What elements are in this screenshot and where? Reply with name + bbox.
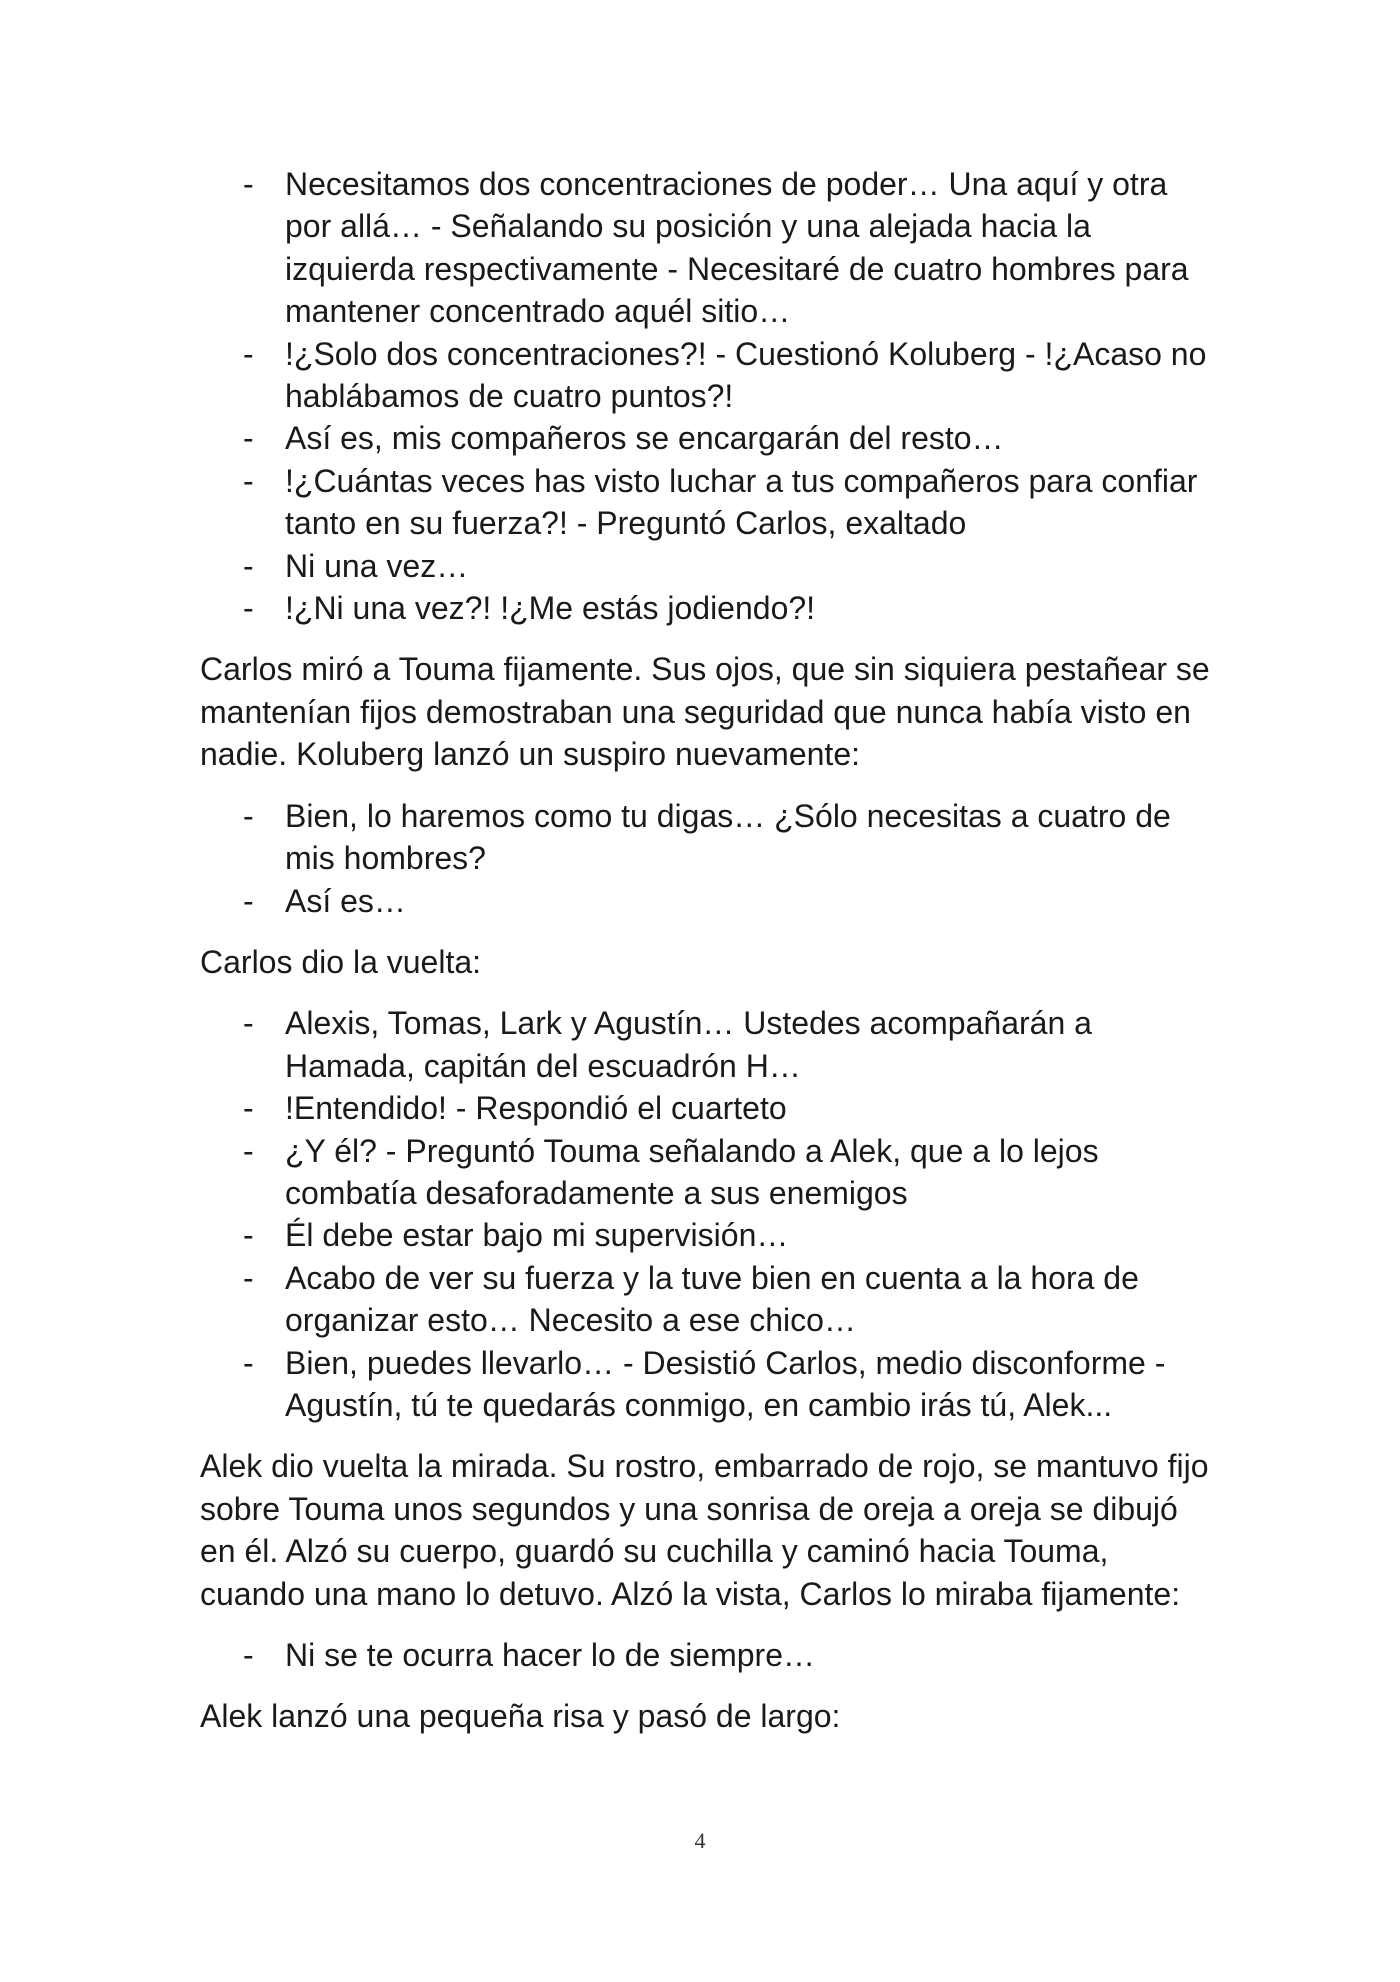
dialogue-text: !¿Cuántas veces has visto luchar a tus compañeros para confiar tanto en su fuerza?! - Preguntó Carlos, exaltado	[285, 462, 1198, 542]
dialogue-text: Necesitamos dos concentraciones de poder… Una aquí y otra por allá… - Señalando su posición y una alejada hacia la izquierda respectivamente - Necesitaré de cuatro hombres para mantener concentrado aquél sitio…	[285, 166, 1189, 330]
dialogue-list	[200, 163, 1210, 629]
narrative-paragraph: Carlos dio la vuelta:	[200, 943, 482, 980]
narrative-paragraph: Carlos miró a Touma fijamente. Sus ojos, que sin siquiera pestañear se mantenían fijos demostraban una seguridad que nunca había visto en nadie. Koluberg lanzó un suspiro nuevamente:	[200, 651, 1210, 773]
dialogue-text: !¿Ni una vez?! !¿Me estás jodiendo?!	[285, 590, 816, 627]
dialogue-dash: -	[243, 166, 254, 202]
dialogue-list	[200, 1002, 1210, 1426]
dialogue-line	[200, 417, 1210, 459]
narrative-paragraph: Alek lanzó una pequeña risa y pasó de largo:	[200, 1698, 841, 1735]
dialogue-line	[200, 460, 1210, 545]
dialogue-text: Alexis, Tomas, Lark y Agustín… Ustedes acompañarán a Hamada, capitán del escuadrón H…	[285, 1005, 1092, 1084]
dialogue-dash: -	[243, 1217, 254, 1254]
dialogue-text: !¿Solo dos concentraciones?! - Cuestionó Koluberg - !¿Acaso no hablábamos de cuatro puntos?!	[285, 335, 1207, 415]
dialogue-dash: -	[243, 1132, 254, 1169]
dialogue-text: Así es, mis compañeros se encargarán del resto…	[285, 420, 1004, 457]
dialogue-text: Acabo de ver su fuerza y la tuve bien en cuenta a la hora de organizar esto… Necesito a ese chico…	[285, 1259, 1139, 1339]
dialogue-dash: -	[243, 882, 254, 919]
page-number: 4	[694, 1828, 706, 1853]
dialogue-dash: -	[243, 1090, 254, 1127]
dialogue-line	[200, 333, 1210, 418]
dialogue-line	[200, 795, 1210, 880]
dialogue-line	[200, 1257, 1210, 1342]
dialogue-text: Así es…	[285, 882, 406, 919]
dialogue-dash: -	[243, 797, 254, 834]
dialogue-line	[200, 880, 1210, 922]
document-body	[200, 163, 1210, 1757]
dialogue-line	[200, 1087, 1210, 1129]
dialogue-line	[200, 1634, 1210, 1676]
dialogue-dash: -	[243, 335, 254, 372]
dialogue-line	[200, 587, 1210, 629]
dialogue-list	[200, 1634, 1210, 1676]
dialogue-line	[200, 163, 1210, 333]
dialogue-text: Él debe estar bajo mi supervisión…	[285, 1217, 789, 1254]
dialogue-line	[200, 1214, 1210, 1256]
dialogue-dash: -	[243, 1637, 254, 1673]
narrative-paragraph: Alek dio vuelta la mirada. Su rostro, embarrado de rojo, se mantuvo fijo sobre Touma unos segundos y una sonrisa de oreja a oreja se dibujó en él. Alzó su cuerpo, guardó su cuchilla y caminó hacia Touma, cuando una mano lo detuvo. Alzó la vista, Carlos lo miraba fijamente:	[200, 1448, 1209, 1612]
dialogue-dash: -	[243, 590, 254, 627]
dialogue-line	[200, 545, 1210, 587]
dialogue-line	[200, 1342, 1210, 1427]
dialogue-text: Ni una vez…	[285, 547, 469, 584]
dialogue-text: Bien, puedes llevarlo… - Desistió Carlos, medio disconforme - Agustín, tú te quedarás conmigo, en cambio irás tú, Alek...	[285, 1344, 1166, 1423]
dialogue-dash: -	[243, 1005, 254, 1042]
dialogue-text: Bien, lo haremos como tu digas… ¿Sólo necesitas a cuatro de mis hombres?	[285, 797, 1171, 877]
dialogue-line	[200, 1130, 1210, 1215]
dialogue-dash: -	[243, 1259, 254, 1296]
dialogue-dash: -	[243, 462, 254, 499]
dialogue-dash: -	[243, 547, 254, 584]
dialogue-line	[200, 1002, 1210, 1087]
dialogue-text: !Entendido! - Respondió el cuarteto	[285, 1090, 787, 1127]
dialogue-dash: -	[243, 420, 254, 457]
dialogue-text: Ni se te ocurra hacer lo de siempre…	[285, 1637, 815, 1673]
dialogue-dash: -	[243, 1344, 254, 1381]
dialogue-list	[200, 795, 1210, 922]
dialogue-text: ¿Y él? - Preguntó Touma señalando a Alek, que a lo lejos combatía desaforadamente a sus enemigos	[285, 1132, 1099, 1211]
